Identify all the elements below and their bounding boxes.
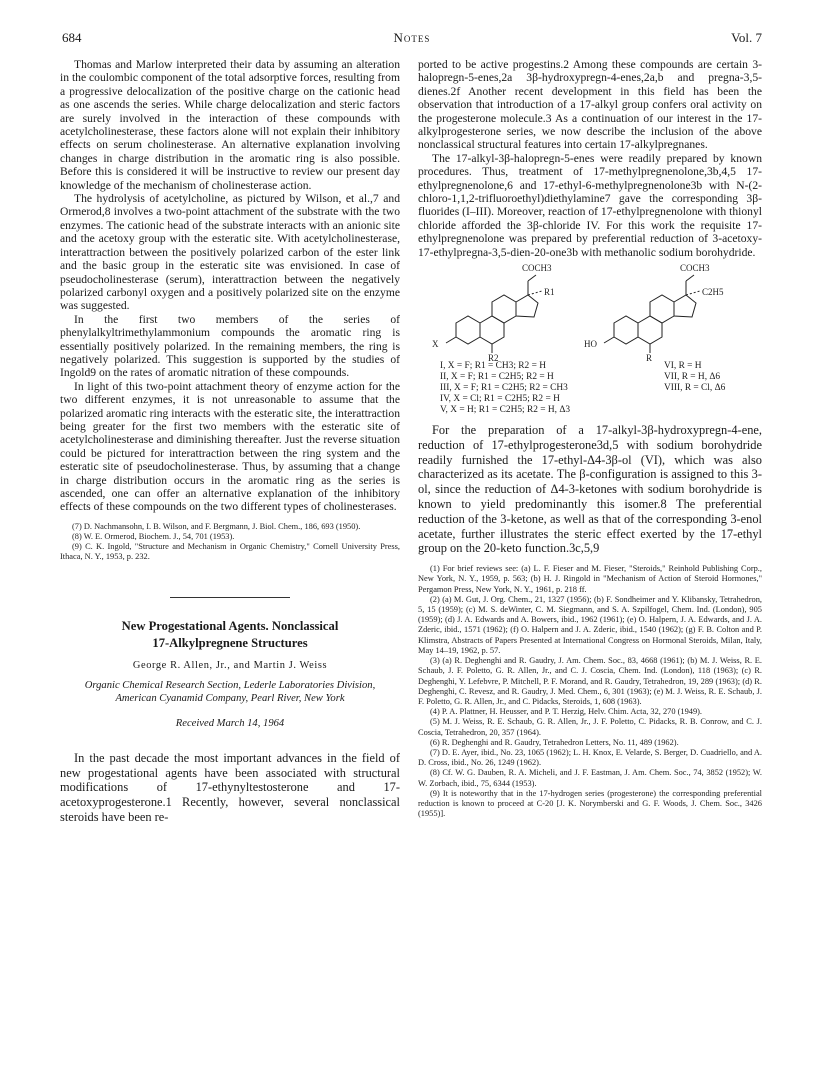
body-paragraph: The 17-alkyl-3β-halopregn-5-enes were readily prepared by known procedures. Thus, treatment of 17-methylpregnenolone,3b,4,5 17-ethylpregnenolone,6 and 17-ethyl-6-methylpregnenolone3b with N-(2-chloro-1,1,2-trifluoroethyl)diethylamine7 gave the corresponding 3β-fluorides (I–III). Moreover, reaction of 17-ethylpregnenolone with thionyl chloride afforded the 3β-chloride IV. For this work the requisite 17-ethylpregnenolone was prepared by preferential reduction of 3-acetoxy-17-ethylpregna-3,5-dien-20-one3b with methanolic sodium borohydride. xyxy=(418,151,762,259)
page-number: 684 xyxy=(62,30,82,45)
struct-label: R1 xyxy=(544,287,555,298)
footnotes-right xyxy=(418,564,762,819)
running-head xyxy=(62,30,762,48)
footnote: (5) M. J. Weiss, R. E. Schaub, G. R. Allen, Jr., J. F. Poletto, C. Pidacks, R. B. Conrow, and C. J. Coscia, Tetrahedron, 20, 357 (1964). xyxy=(418,717,762,737)
footnote: (8) Cf. W. G. Dauben, R. A. Micheli, and J. F. Eastman, J. Am. Chem. Soc., 74, 3852 (1952); W. W. Zorbach, ibid., 75, 6344 (1953). xyxy=(418,768,762,788)
legend-entry: VII, R = H, Δ6 xyxy=(664,372,721,383)
body-paragraph: The hydrolysis of acetylcholine, as pictured by Wilson, et al.,7 and Ormerod,8 involves a two-point attachment of the substrate with the two enzymes. The cationic head of the substrate interacts with an anionic site and the acetoxy group with the esteratic site. With acetylcholinesterase, interattraction between the positively polarized carbon of the ester link and the basic group in the esteratic site was envisioned. In case of pseudocholinesterase (serum), interattraction between the negatively polarized carbonyl oxygen and a positively polarized site on the enzyme was suggested. xyxy=(60,192,400,313)
struct-label: R2 xyxy=(488,353,499,362)
footnote: (4) P. A. Plattner, H. Heusser, and P. T. Herzig, Helv. Chim. Acta, 32, 270 (1949). xyxy=(430,707,703,717)
footnote: (9) It is noteworthy that in the 17-hydrogen series (progesterone) the corresponding preferential reduction is known to proceed at C-20 [J. K. Norymberski and G. F. Woods, J. Chem. Soc., 3426 (1955)]. xyxy=(418,788,762,819)
struct-label: HO xyxy=(584,339,597,350)
struct-label: R xyxy=(646,353,653,362)
section-divider xyxy=(170,597,290,598)
legend-entry: I, X = F; R1 = CH3; R2 = H xyxy=(440,361,546,372)
footnote: (6) R. Deghenghi and R. Gaudry, Tetrahedron Letters, No. 11, 489 (1962). xyxy=(430,737,679,747)
footnote: (2) (a) M. Gut, J. Org. Chem., 21, 1327 (1956); (b) F. Sondheimer and Y. Klibansky, Tetrahedron, 5, 15 (1959); (c) M. S. deWinter, C. M. Siegmann, and S. A. Szpilfogel, Chem. Ind. (London), 905 (1959); (d) J. A. Edwards and A. Bowers, ibid., 1962 (1961); (e) O. Halpern, J. A. Edwards, and J. A. Zderic, ibid., 1571 (1962); (f) O. Halpern and J. A. Zderic, ibid., 1540 (1962); (g) F. B. Colton and P. Klimstra, Abstracts of Papers Presented at International Congress on Hormonal Steroids, Milan, Italy, May 14–19, 1962, p. 57. xyxy=(418,594,762,655)
legend-entry: VI, R = H xyxy=(664,361,702,372)
left-column xyxy=(60,58,400,825)
footnote: (7) D. Nachmansohn, I. B. Wilson, and F. Bergmann, J. Biol. Chem., 186, 693 (1950). xyxy=(72,521,361,531)
legend-entry: VIII, R = Cl, Δ6 xyxy=(664,383,726,394)
volume-label: Vol. 7 xyxy=(731,30,762,45)
steroid-structures-figure xyxy=(418,261,762,361)
compound-legend xyxy=(418,361,762,417)
section-title: Notes xyxy=(393,30,431,45)
legend-entry: III, X = F; R1 = C2H5; R2 = CH3 xyxy=(440,383,568,394)
article-affiliation: Organic Chemical Research Section, Lederle Laboratories Division, American Cyanamid Company, Pearl River, New York xyxy=(84,679,376,705)
footnote: (7) D. E. Ayer, ibid., No. 23, 1065 (1962); L. H. Knox, E. Velarde, S. Berger, D. Cuadriello, and A. D. Cross, ibid., No. 26, 1249 (1962). xyxy=(418,747,762,768)
struct-label: COCH3 xyxy=(680,263,710,274)
body-paragraph: ported to be active progestins.2 Among these compounds are certain 3-halopregn-5-enes,2a 3β-hydroxypregn-4-enes,2a,b and pregna-3,5-dienes.2f Another recent development in this field has been the observation that introduction of a 17-alkyl group confers oral activity on the progesterone molecule.3 As a continuation of our interest in the 17-alkylprogesterone series, we now describe the inclusion of the above nonclassical structural features into certain 17-alkylpregnanes. xyxy=(418,58,762,152)
body-paragraph: In the first two members of the series of phenylalkyltrimethylammonium compounds the aromatic ring is essentially positively polarized. In the remaining members, the ring is negatively polarized. This suggestion is supported by the studies of Ingold9 on the rates of aromatic nitration of these compounds. xyxy=(60,312,400,380)
struct-label: C2H5 xyxy=(702,287,724,298)
legend-entry: II, X = F; R1 = C2H5; R2 = H xyxy=(440,372,554,383)
footnote: (3) (a) R. Deghenghi and R. Gaudry, J. Am. Chem. Soc., 83, 4668 (1961); (b) M. J. Weiss, R. E. Schaub, J. F. Poletto, G. R. Allen, Jr., and C. J. Coscia, Chem. Ind. (London), 118 (1963); (c) R. Deghenghi, Y. Lefebvre, P. Mitchell, P. F. Morand, and R. Gaudry, Tetrahedron, 19, 289 (1963); (d) R. Deghenghi, C. Revesz, and R. Gaudry, J. Med. Chem., 6, 301 (1963); (e) M. J. Weiss, R. E. Schaub, J. F. Poletto, G. R. Allen, Jr., and C. Pidacks, Steroids, 1, 608 (1963). xyxy=(418,656,762,706)
body-paragraph: In light of this two-point attachment theory of enzyme action for the two different enzymes, it is not unreasonable to assume that the polarized aromatic ring interacts with the esteratic site, the interattraction being greater for the first two members with the esteratic site of acetylcholinesterase and diminishing thereafter. Just the reverse situation could be pictured for interattraction between the ring system and the esteratic site of pseudocholinesterase. Thus, by assuming that a change in charge distribution occurs in the aromatic ring as the series is ascended, one can offer an alternative explanation of the inhibitory effects of these compounds on the two different types of cholinesterases. xyxy=(60,379,400,514)
steroid-skeleton-a xyxy=(446,275,542,353)
footnotes-left xyxy=(60,522,400,563)
legend-entry: IV, X = Cl; R1 = C2H5; R2 = H xyxy=(440,394,560,405)
legend-left xyxy=(440,361,650,416)
steroid-skeleton-b xyxy=(604,275,700,353)
struct-label: COCH3 xyxy=(522,263,552,274)
intro-paragraph: In the past decade the most important advances in the field of new progestational agents have been associated with structural modifications of 17-ethynyltestosterone and 17-acetoxyprogesterone.1 Recently, however, several nonclassical steroids have been re- xyxy=(60,750,400,824)
body-paragraph: Thomas and Marlow interpreted their data by assuming an alteration in the coulombic component of the total adsorptive forces, resulting from a progressive delocalization of the positive charge on the cationic head as one ascends the series. While charge delocalization and steric factors are surely involved in the interaction of these compounds with acetylcholinesterase, these factors alone will not explain their inhibitory effects on serum cholinesterase. An alternative explanation involving changes in charge distribution in the aromatic ring is also possible. Before this is considered it will be instructive to review our present day knowledge of the mechanism of cholinesterase action. xyxy=(60,58,400,192)
footnote: (1) For brief reviews see: (a) L. F. Fieser and M. Fieser, "Steroids," Reinhold Publishing Corp., New York, N. Y., 1959, p. 563; (b) H. J. Ringold in "Mechanism of Action of Steroid Hormones," Pergamon Press, New York, N. Y., 1961, p. 218 ff. xyxy=(418,564,762,594)
structure-diagram xyxy=(418,261,762,361)
received-date: Received March 14, 1964 xyxy=(175,717,285,729)
struct-label: X xyxy=(432,339,439,350)
body-paragraph: For the preparation of a 17-alkyl-3β-hydroxypregn-4-ene, reduction of 17-ethylprogesterone3d,5 with sodium borohydride readily furnished the 17-ethyl-Δ4-3β-ol (VI), which was also characterized as its acetate. The β-configuration is assigned to this 3-ol, since the reduction of Δ4-3-ketones with sodium borohydride is known to yield predominantly this isomer.8 The preferential reduction of the 3-ketone, as well as that of the corresponding 3-enol acetate, further illustrates the steric effect exerted by the 17-ethyl group on the 20-keto function.3c,5,9 xyxy=(418,423,762,556)
right-column xyxy=(418,58,762,819)
legend-right xyxy=(664,361,764,394)
article-authors: George R. Allen, Jr., and Martin J. Weiss xyxy=(132,659,328,671)
legend-entry: V, X = H; R1 = C2H5; R2 = H, Δ3 xyxy=(440,405,571,416)
footnote: (8) W. E. Ormerod, Biochem. J., 54, 701 (1953). xyxy=(72,532,235,542)
footnote: (9) C. K. Ingold, "Structure and Mechanism in Organic Chemistry," Cornell University Press, Ithaca, N. Y., 1953, p. 232. xyxy=(60,542,400,562)
article-title: New Progestational Agents. Nonclassical 17-Alkylpregnene Structures xyxy=(121,618,339,650)
